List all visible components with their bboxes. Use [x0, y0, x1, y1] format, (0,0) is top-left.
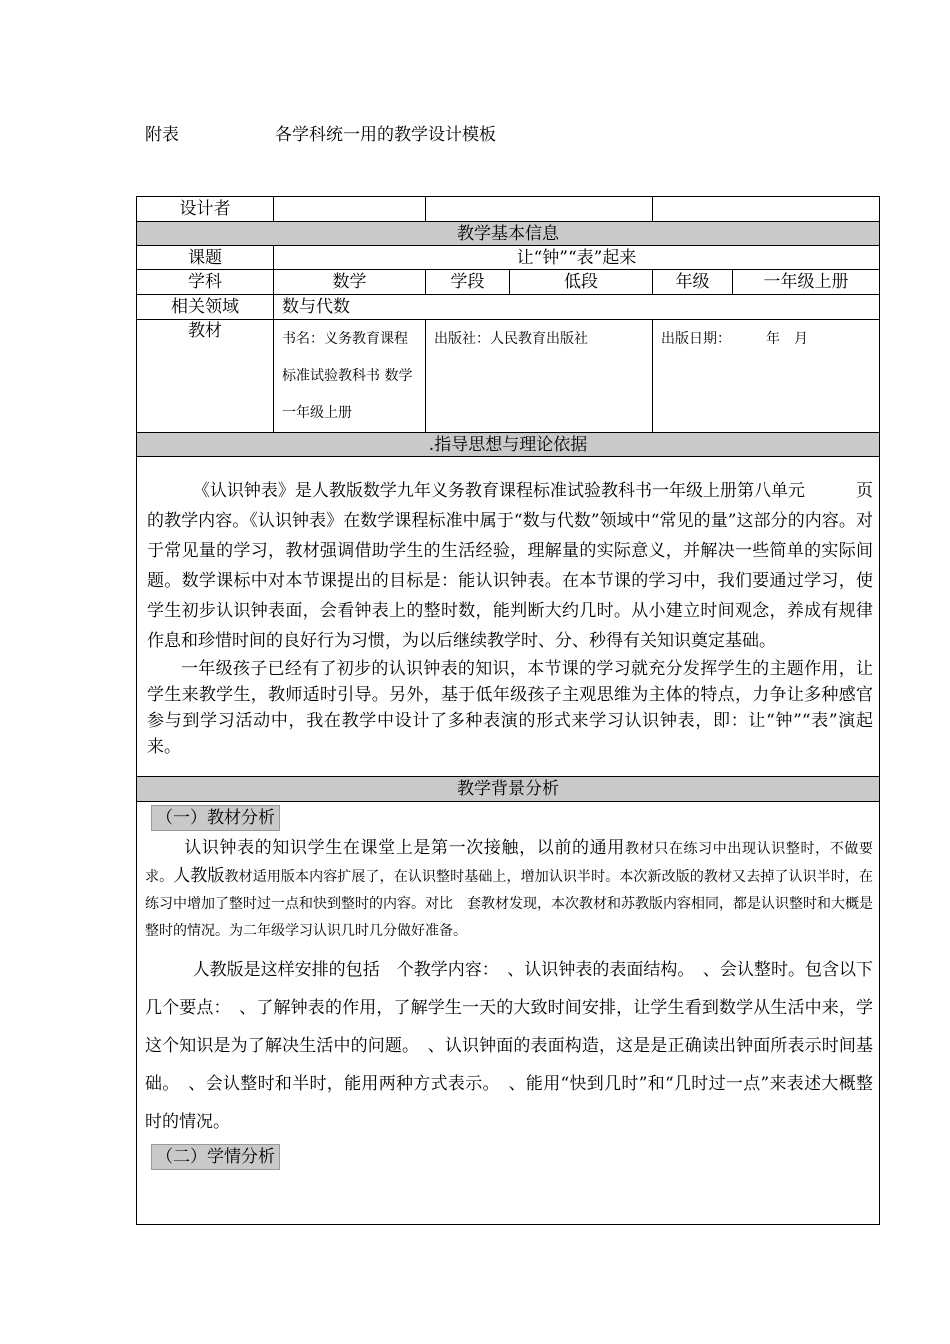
appendix-label: 附表 — [145, 125, 179, 145]
textbook-label: 教材 — [137, 320, 274, 433]
field-value: 数与代数 — [274, 295, 880, 320]
publisher: 出版社：人民教育出版社 — [426, 320, 653, 433]
designer-extra-2 — [653, 197, 880, 222]
guiding-paragraph-2: 一年级孩子已经有了初步的认识钟表的知识，本节课的学习就充分发挥学生的主题作用，让学生来教学生，教师适时引导。另外，基于低年级孩子主观思维为主体的特点，力争让多种感官参与到学习活动中，我在教学中设计了多种表演的形式来学习认识钟表，即：让“钟”“表”演起来。 — [147, 658, 873, 757]
student-analysis-heading: （二）学情分析 — [151, 1144, 280, 1170]
template-title: 各学科统一用的教学设计模板 — [275, 125, 496, 145]
textbook-content-paragraph: 人教版是这样安排的包括 个教学内容： 、认识钟表的表面结构。 、会认整时。包含以下几个要点： 、了解钟表的作用，了解学生一天的大致时间安排，让学生看到数学从生活中来，学这个知识是为了解决生活中的问题。 、认识钟面的表面构造，这是是正确读出钟面所表示时间基础。 、会认整时和半时，能用两种方式表示。 、能用“快到几时”和“几时过一点”来表述大概整时的情况。 — [145, 960, 873, 1132]
stage-value: 低段 — [510, 270, 653, 295]
stage-label: 学段 — [426, 270, 510, 295]
publish-date: 出版日期： 年 月 — [653, 320, 880, 433]
background-heading: 教学背景分析 — [137, 777, 880, 802]
designer-label: 设计者 — [137, 197, 274, 222]
subject-label: 学科 — [137, 270, 274, 295]
textbook-analysis-heading: （一）教材分析 — [151, 805, 280, 831]
guiding-heading: .指导思想与理论依据 — [137, 433, 880, 457]
designer-value — [274, 197, 426, 222]
guiding-content — [137, 457, 880, 777]
background-content — [137, 802, 880, 1225]
grade-value: 一年级上册 — [733, 270, 880, 295]
basic-info-heading: 教学基本信息 — [137, 222, 880, 246]
designer-extra-1 — [426, 197, 653, 222]
topic-label: 课题 — [137, 246, 274, 270]
topic-value: 让“钟”“表”起来 — [274, 246, 880, 270]
textbook-analysis-paragraph: 认识钟表的知识学生在课堂上是第一次接触，以前的通用教材只在练习中出现认识整时，不做要求。人教版教材适用版本内容扩展了，在认识整时基础上，增加认识半时。本次新改版的教材又去掉了认识半时，在练习中增加了整时过一点和快到整时的内容。对比 套教材发现，本次教材和苏教版内容相同，都是认识整时和大概是整时的情况。为二年级学习认识几时几分做好准备。 — [145, 838, 874, 939]
subject-value: 数学 — [274, 270, 426, 295]
grade-label: 年级 — [653, 270, 733, 295]
book-name: 书名：义务教育课程标准试验教科书 数学 一年级上册 — [274, 320, 426, 433]
field-label: 相关领域 — [137, 295, 274, 320]
guiding-paragraph-1: 《认识钟表》是人教版数学九年义务教育课程标准试验教科书一年级上册第八单元 页的教学内容。《认识钟表》在数学课程标准中属于“数与代数”领域中“常见的量”这部分的内容。对于常见量的学习，教材强调借助学生的生活经验，理解量的实际意义，并解决一些简单的实际间题。数学课标中对本节课提出的目标是：能认识钟表。在本节课的学习中，我们要通过学习，使学生初步认识钟表面，会看钟表上的整时数，能判断大约几时。从小建立时间观念，养成有规律作息和珍惜时间的良好行为习惯，为以后继续教学时、分、秒得有关知识奠定基础。 — [147, 480, 873, 651]
lesson-design-table — [136, 196, 880, 1225]
